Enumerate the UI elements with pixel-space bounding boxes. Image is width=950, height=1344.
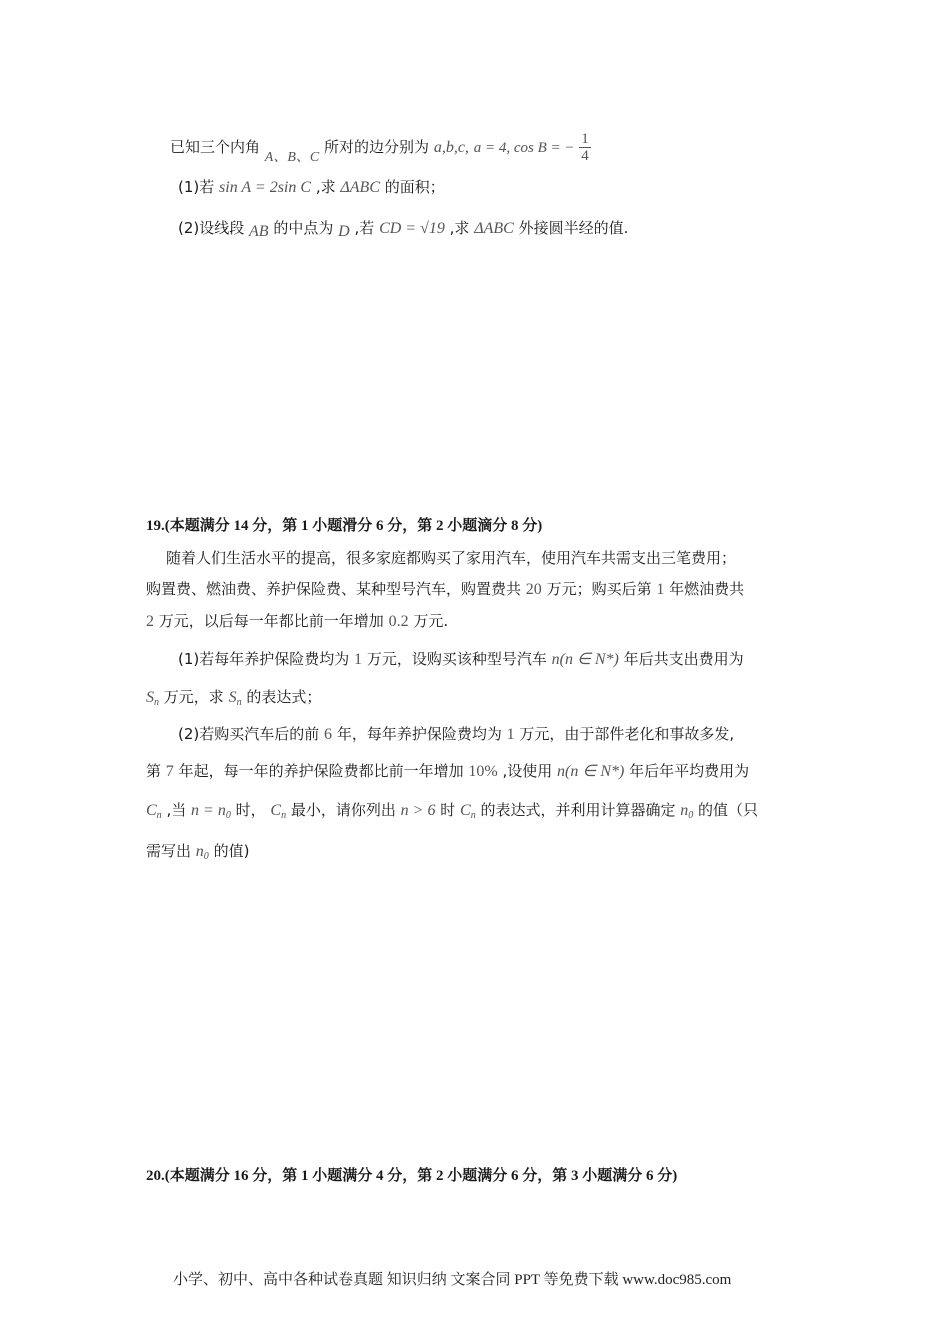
q19-cn (146, 802, 162, 819)
q19-n0-symbol-2: n (195, 843, 204, 860)
q19-part-2-line-3 (146, 799, 758, 827)
q19-p2l3-d: 时 (440, 801, 456, 819)
q19-l3-v2: 0.2 (388, 613, 409, 630)
q19-p2l3-a: ,当 (166, 801, 187, 819)
q18-p1-tri: ΔABC (340, 179, 380, 196)
q18-p2-a: (2)设线段 (178, 219, 245, 237)
q18-p2-seg: AB (249, 223, 269, 240)
q19-sn (146, 689, 159, 706)
q18-line-1 (170, 131, 591, 164)
q19-l2-v2: 1 (656, 581, 665, 598)
q18-sides: a,b,c, (433, 139, 469, 156)
q19-p2l3-f: 的值（只 (698, 801, 759, 819)
q19-part-1 (178, 648, 744, 671)
q19-cn-2 (270, 802, 286, 819)
q18-frac-num: 1 (581, 131, 589, 147)
q19-p2-v: 6 (324, 726, 333, 743)
q19-header: 19.(本题满分 14 分，第 1 小题滑分 6 分，第 2 小题滴分 8 分) (146, 518, 543, 534)
q18-p2-cond: CD = √19 (379, 220, 445, 237)
q19-c-symbol-2: C (270, 802, 282, 819)
q19-cond: n > 6 (400, 802, 436, 819)
q19-n0 (680, 802, 693, 819)
q19-l3-b: 万元. (413, 612, 449, 630)
q19-p2l4-a: 需写出 (146, 842, 192, 860)
q19-line-2 (146, 578, 744, 601)
q18-intro-a: 已知三个内角 (170, 138, 261, 156)
q19-p2l2-d: 年后年平均费用为 (629, 762, 750, 780)
q19-cn-3 (460, 802, 476, 819)
q19-part-2 (178, 723, 734, 746)
q19-p1-b: 万元，设购买该种型号汽车 (366, 650, 547, 668)
q19-sn-2 (229, 689, 242, 706)
q19-part-1-line-2 (146, 686, 321, 714)
q19-part-2-line-4 (146, 840, 249, 868)
q19-p2l2-c: ,设使用 (502, 762, 553, 780)
q19-p2-c: 万元，由于部件老化和事故多发, (519, 725, 735, 743)
q19-s-sub-2: n (236, 697, 242, 708)
q18-fraction (579, 131, 591, 164)
q18-p2-pt: D (338, 223, 350, 240)
q19-p2-v2: 1 (506, 726, 515, 743)
q18-intro-b: 所对的边分别为 (324, 138, 430, 156)
q19-p2l3-b: 时， (235, 801, 266, 819)
q18-given: a = 4, cos B = − (473, 140, 575, 156)
q19-p1-v: 1 (354, 651, 363, 668)
q19-s-symbol-2: S (228, 689, 237, 706)
q19-p2l2-v: 7 (165, 763, 174, 780)
q19-p2l2-a: 第 (146, 762, 162, 780)
q18-p2-d: ,求 (449, 219, 470, 237)
q19-p2l3-e: 的表达式，并利用计算器确定 (480, 801, 676, 819)
q20-header: 20.(本题满分 16 分，第 1 小题满分 4 分，第 2 小题满分 6 分，第 3 小题满分 6 分) (146, 1168, 678, 1184)
q19-l2-c: 年燃油费共 (669, 580, 745, 598)
q19-s-symbol: S (146, 689, 154, 706)
q18-p1-c: 的面积； (384, 178, 445, 196)
q19-c-sub-2: n (281, 810, 287, 821)
q18-part-2 (178, 217, 628, 240)
q19-eq (191, 802, 231, 819)
q19-n0-sub-2: 0 (203, 851, 209, 862)
q19-n0-symbol: n (680, 802, 689, 819)
q19-p1l2-b: 的表达式； (246, 688, 322, 706)
q18-frac-den: 4 (581, 148, 589, 164)
q19-l2-v1: 20 (525, 581, 542, 598)
q19-p2-b: 年，每年养护保险费均为 (336, 725, 502, 743)
q19-c-symbol-3: C (460, 802, 471, 819)
q19-p2l2-b: 年起，每一年的养护保险费都比前一年增加 (178, 762, 464, 780)
q18-angles: A、B、C (264, 150, 320, 165)
q19-l2-b: 万元；购买后第 (546, 580, 652, 598)
q19-p2l2-pct: 10% (468, 763, 498, 780)
q18-part-1 (178, 176, 445, 199)
q19-l3-v1: 2 (146, 613, 154, 630)
q18-p1-a: (1)若 (178, 178, 215, 196)
q19-p1-a: (1)若每年养护保险费均为 (178, 650, 350, 668)
q19-l2-a: 购置费、燃油费、养护保险费、某种型号汽车，购置费共 (146, 580, 522, 598)
q19-p2l2-n: n(n ∈ N*) (557, 763, 625, 780)
q19-n0-2 (196, 843, 209, 860)
q19-p1-c: 年后共支出费用为 (623, 650, 744, 668)
q19-p2l4-b: 的值) (213, 842, 250, 860)
q19-p2l3-c: 最小，请你列出 (290, 801, 396, 819)
q18-p2-e: 外接圆半经的值. (518, 219, 629, 237)
q19-p1l2-a: 万元，求 (163, 688, 224, 706)
q19-s-sub: n (154, 697, 159, 708)
q19-eq-sub: 0 (225, 810, 231, 821)
page-footer: 小学、初中、高中各种试卷真题 知识归纳 文案合同 PPT 等免费下载 www.doc985.com (173, 1272, 732, 1288)
q19-line-3 (146, 610, 448, 633)
q19-c-sub: n (156, 810, 162, 821)
q19-p1-n: n(n ∈ N*) (551, 651, 619, 668)
q19-l3-a: 万元，以后每一年都比前一年增加 (158, 612, 384, 630)
q19-n0-sub: 0 (688, 810, 694, 821)
q18-p2-b: 的中点为 (273, 219, 334, 237)
q19-l1: 随着人们生活水平的提高，很多家庭都购买了家用汽车，使用汽车共需支出三笔费用； (166, 549, 737, 567)
q19-eq-text: n = n (191, 802, 226, 819)
q18-p1-b: ,求 (315, 178, 336, 196)
q19-line-1 (166, 547, 736, 569)
q19-c-symbol: C (146, 802, 157, 819)
q19-part-2-line-2 (146, 760, 749, 783)
q18-p1-cond: sin A = 2sin C (219, 179, 312, 196)
q18-p2-tri: ΔABC (474, 220, 514, 237)
q18-p2-c: ,若 (354, 219, 375, 237)
q19-c-sub-3: n (470, 810, 476, 821)
q19-p2-a: (2)若购买汽车后的前 (178, 725, 320, 743)
